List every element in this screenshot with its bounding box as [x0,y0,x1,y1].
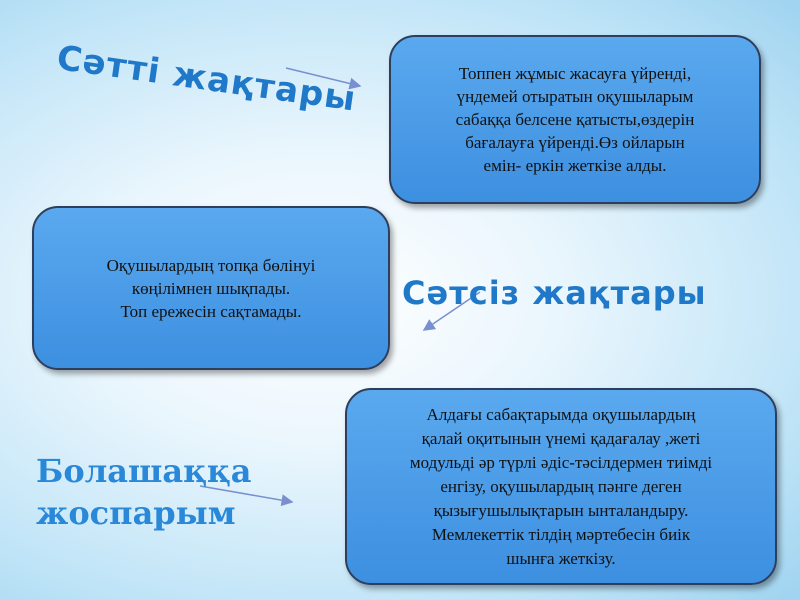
heading-strengths: Сәтті жақтары [54,38,359,120]
strengths-text: Топпен жұмыс жасауға үйренді, үндемей отыратын оқушыларым сабаққа белсене қатысты,өздерін бағалауға үйренді.Өз ойларын емін- еркін жеткізе алды. [455,64,695,175]
heading-weaknesses: Сәтсіз жақтары [402,274,707,312]
plans-box [345,388,777,585]
weaknesses-text: Оқушылардың топқа бөлінуі көңілімнен шықпады. Топ ережесін сақтамады. [106,255,316,321]
plans-text: Алдағы сабақтарымда оқушылардың қалай оқитынын үнемі қадағалау ,жеті модульді әр түрлі әдіс-тәсілдермен тиімді енгізу, оқушылардың пәнге деген қызығушылықтарын ынталандыру. Мемлекеттік тілдің мәртебесін биік шынға жеткізу. [409,404,713,568]
weaknesses-box [32,206,390,370]
heading-plans: Болашаққа жоспарым [36,452,252,532]
strengths-box [389,35,761,204]
